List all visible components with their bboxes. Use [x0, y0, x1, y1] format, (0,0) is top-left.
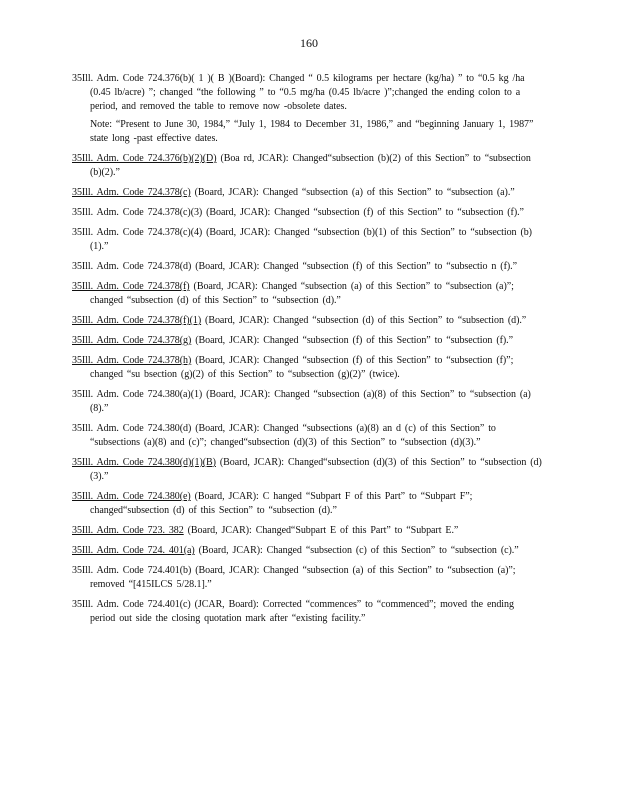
- code-citation: 35Ill. Adm. Code 723. 382: [72, 525, 184, 536]
- amendment-entry: [72, 388, 542, 416]
- amendment-entry: [72, 422, 542, 450]
- change-description: Changed “ 0.5 kilograms per hectare (kg/ha) ” to “0.5 kg /ha (0.45 lb/acre) ”; changed “the following ” to “0.5 mg/ha (0.45 lb/acre )”;changed the ending colon to a period, and removed the table to remove now -obsolete dates.: [90, 73, 525, 112]
- change-description: (Board, JCAR): Changed “subsections (a)(8) an d (c) of this Section” to “subsections (a)(8) and (c)”; changed“subsection (d)(3) of this Section” to “subsection (d)(3).”: [90, 423, 496, 448]
- code-citation: 35Ill. Adm. Code 724.401(c): [72, 599, 191, 610]
- change-description: (Board, JCAR): Changed “subsection (b)(1) of this Section” to “subsection (b)(1).”: [90, 227, 532, 252]
- code-citation: 35Ill. Adm. Code 724.380(d)(1)(B): [72, 457, 216, 468]
- change-description: (Board, JCAR): Changed “subsection (a) of this Section” to “subsection (a)”; changed “subsection (d) of this Section” to “subsection (d).”: [90, 281, 514, 306]
- code-citation: 35Ill. Adm. Code 724.380(a)(1): [72, 389, 203, 400]
- change-description: (Board, JCAR): Changed “subsection (f) of this Section” to “subsection (f)”; changed “su bsection (g)(2) of this Section” to “subsection (g)(2)” (twice).: [90, 355, 514, 380]
- code-citation: 35Ill. Adm. Code 724.380(e): [72, 491, 191, 502]
- change-description: (Board, JCAR): Changed “subsection (c) of this Section” to “subsection (c).”: [194, 545, 519, 556]
- amendment-entry: [72, 456, 542, 484]
- amendment-entry: [72, 598, 542, 626]
- change-description: (Board, JCAR): Changed “subsection (a) of this Section” to “subsection (a)”; removed “[415ILCS 5/28.1].”: [90, 565, 516, 590]
- amendment-list: [72, 72, 542, 632]
- amendment-entry: [72, 334, 542, 348]
- code-citation: 35Ill. Adm. Code 724.378(f): [72, 281, 190, 292]
- amendment-entry: [72, 72, 542, 114]
- amendment-entry: [72, 206, 542, 220]
- change-description: (JCAR, Board): Corrected “commences” to “commenced”; moved the ending period out side the closing quotation mark after “existing facility.”: [90, 599, 514, 624]
- code-citation: 35Ill. Adm. Code 724.380(d): [72, 423, 192, 434]
- change-description: (Board, JCAR): Changed “subsection (d) of this Section” to “subsection (d).”: [201, 315, 527, 326]
- code-citation: 35Ill. Adm. Code 724.378(g): [72, 335, 192, 346]
- amendment-entry: [72, 280, 542, 308]
- amendment-entry: [72, 564, 542, 592]
- amendment-entry: [72, 314, 542, 328]
- amendment-entry: [72, 152, 542, 180]
- code-citation: 35Ill. Adm. Code 724.378(c): [72, 187, 191, 198]
- code-citation: 35Ill. Adm. Code 724.378(c)(3): [72, 207, 203, 218]
- page-number: 160: [300, 36, 318, 50]
- amendment-entry: [72, 544, 542, 558]
- code-citation: 35Ill. Adm. Code 724.376(b)(2)(D): [72, 153, 217, 164]
- code-citation: 35Ill. Adm. Code 724.378(c)(4): [72, 227, 203, 238]
- change-description: (Board, JCAR): Changed “subsection (f) of this Section” to “subsectio n (f).”: [191, 261, 517, 272]
- code-citation: 35Ill. Adm. Code 724.378(f)(1): [72, 315, 202, 326]
- change-description: (Board, JCAR): Changed“Subpart E of this Part” to “Subpart E.”: [183, 525, 459, 536]
- code-citation: 35Ill. Adm. Code 724.376(b)( 1 )( B )(Board):: [72, 73, 266, 84]
- amendment-entry: [72, 186, 542, 200]
- change-description: (Boa rd, JCAR): Changed“subsection (b)(2) of this Section” to “subsection (b)(2).”: [90, 153, 531, 178]
- amendment-entry: [72, 490, 542, 518]
- code-citation: 35Ill. Adm. Code 724.378(d): [72, 261, 192, 272]
- code-citation: 35Ill. Adm. Code 724. 401(a): [72, 545, 195, 556]
- amendment-entry: [72, 226, 542, 254]
- change-description: (Board, JCAR): C hanged “Subpart F of this Part” to “Subpart F”; changed“subsection (d) of this Section” to “subsection (d).”: [90, 491, 473, 516]
- change-description: (Board, JCAR): Changed “subsection (f) of this Section” to “subsection (f).”: [202, 207, 524, 218]
- amendment-entry: [72, 354, 542, 382]
- change-description: (Board, JCAR): Changed “subsection (a)(8) of this Section” to “subsection (a)(8).”: [90, 389, 531, 414]
- code-citation: 35Ill. Adm. Code 724.401(b): [72, 565, 192, 576]
- amendment-entry: [72, 260, 542, 274]
- code-citation: 35Ill. Adm. Code 724.378(h): [72, 355, 192, 366]
- change-description: (Board, JCAR): Changed “subsection (a) of this Section” to “subsection (a).”: [190, 187, 515, 198]
- entry-note: Note: “Present to June 30, 1984,” “July 1, 1984 to December 31, 1986,” and “beginning January 1, 1987” state long -past effective dates.: [90, 119, 534, 144]
- change-description: (Board, JCAR): Changed “subsection (f) of this Section” to “subsection (f).”: [191, 335, 514, 346]
- amendment-entry: [72, 524, 542, 538]
- change-description: (Board, JCAR): Changed“subsection (d)(3) of this Section” to “subsection (d)(3).”: [90, 457, 542, 482]
